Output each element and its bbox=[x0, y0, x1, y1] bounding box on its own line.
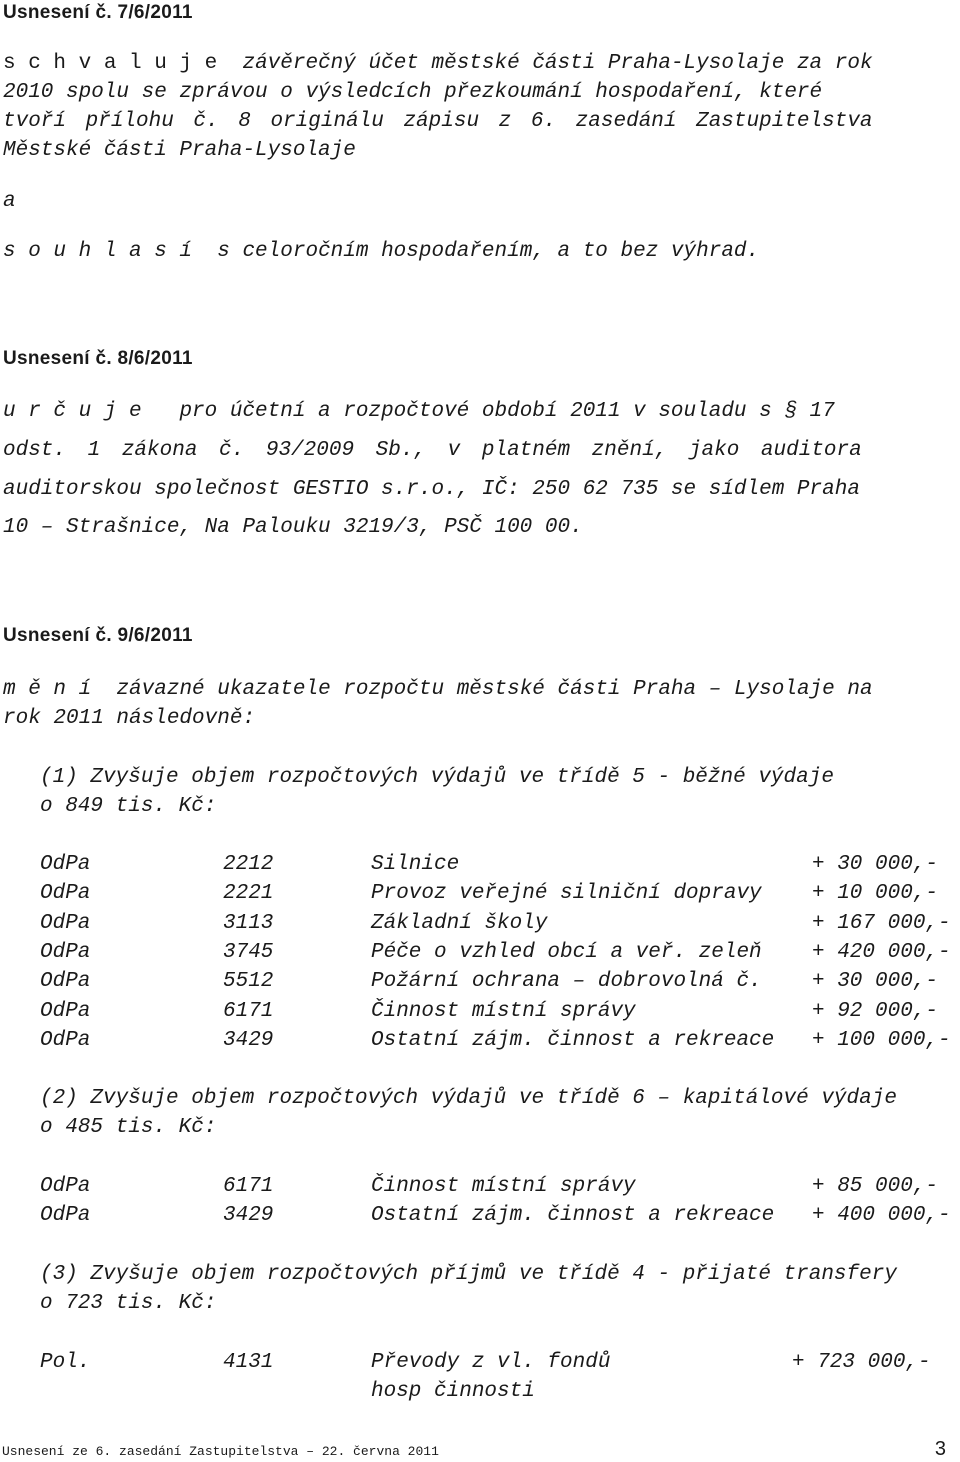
r9-p3-table-row-cont bbox=[40, 1380, 958, 1406]
row-code: 4131 bbox=[223, 1351, 274, 1374]
table-row bbox=[40, 882, 958, 908]
r7-line-2-text: 2010 spolu se zprávou o výsledcích přezkoumání hospodaření, které bbox=[3, 81, 823, 104]
r8-line-1-rest: pro účetní a rozpočtové období 2011 v souladu s § 17 bbox=[179, 400, 835, 423]
r8-line-2-text: odst. 1 zákona č. 93/2009 Sb., v platném znění, jako auditora bbox=[3, 439, 862, 462]
r9-p3-line-1 bbox=[40, 1263, 957, 1286]
r9-verb-change: m ě n í bbox=[3, 678, 92, 701]
r8-line-2 bbox=[3, 439, 957, 462]
r9-p3-line-1-text: (3) Zvyšuje objem rozpočtových příjmů ve třídě 4 - přijaté transfery bbox=[40, 1263, 897, 1286]
r9-line-1-rest: závazné ukazatele rozpočtu městské části Praha – Lysolaje na bbox=[116, 678, 873, 701]
r7-line-4 bbox=[3, 139, 957, 162]
r7-line-3-text: tvoří přílohu č. 8 originálu zápisu z 6. zasedání Zastupitelstva bbox=[3, 110, 873, 133]
r9-line-2 bbox=[3, 707, 957, 730]
row-type: OdPa bbox=[40, 999, 91, 1023]
r7-line-5-rest: s celoročním hospodařením, a to bez výhrad. bbox=[217, 240, 760, 263]
row-amount: + 92 000,- bbox=[812, 999, 939, 1023]
row-desc: Činnost místní správy bbox=[371, 999, 636, 1023]
row-desc: Ostatní zájm. činnost a rekreace bbox=[371, 1028, 775, 1052]
table-row bbox=[40, 1000, 958, 1026]
table-row bbox=[40, 1204, 958, 1230]
row-amount: + 400 000,- bbox=[812, 1204, 951, 1228]
resolution-7-heading: Usnesení č. 7/6/2011 bbox=[3, 2, 193, 23]
row-code: 2221 bbox=[223, 882, 274, 906]
row-code: 3113 bbox=[223, 911, 274, 935]
row-type: OdPa bbox=[40, 1028, 91, 1052]
row-amount: + 723 000,- bbox=[792, 1351, 931, 1374]
row-code: 3745 bbox=[223, 940, 274, 964]
row-type: OdPa bbox=[40, 1204, 91, 1228]
r7-conjunction bbox=[3, 190, 957, 213]
table-row bbox=[40, 1029, 958, 1055]
table-row bbox=[40, 941, 958, 967]
table-row bbox=[40, 853, 958, 879]
row-type: OdPa bbox=[40, 882, 91, 906]
r7-line-4-text: Městské části Praha-Lysolaje bbox=[3, 139, 356, 162]
r9-p3-table-row bbox=[40, 1351, 958, 1377]
r8-line-1 bbox=[3, 400, 957, 423]
page-footer: Usnesení ze 6. zasedání Zastupitelstva – 22. června 2011 bbox=[2, 1444, 439, 1459]
r8-line-3-text: auditorskou společnost GESTIO s.r.o., IČ: 250 62 735 se sídlem Praha bbox=[3, 478, 860, 501]
row-amount: + 30 000,- bbox=[812, 853, 939, 876]
table-row bbox=[40, 912, 958, 938]
r8-line-3 bbox=[3, 478, 957, 501]
row-code: 6171 bbox=[223, 1175, 274, 1198]
row-type: OdPa bbox=[40, 970, 91, 994]
r9-p2-line-1 bbox=[40, 1087, 957, 1110]
table-row bbox=[40, 970, 958, 996]
r9-line-1 bbox=[3, 678, 957, 701]
row-code: 6171 bbox=[223, 999, 274, 1023]
r7-verb-agree: s o u h l a s í bbox=[3, 240, 193, 263]
r9-p2-line-1-text: (2) Zvyšuje objem rozpočtových výdajů ve třídě 6 – kapitálové výdaje bbox=[40, 1087, 897, 1110]
row-code: 3429 bbox=[223, 1028, 274, 1052]
r9-p1-line-1-text: (1) Zvyšuje objem rozpočtových výdajů ve třídě 5 - běžné výdaje bbox=[40, 766, 834, 789]
row-desc: Ostatní zájm. činnost a rekreace bbox=[371, 1204, 775, 1228]
r8-line-4 bbox=[3, 516, 957, 539]
r7-line-3 bbox=[3, 110, 957, 133]
r7-line-1-rest: závěrečný účet městské části Praha-Lysolaje za rok bbox=[242, 52, 873, 75]
row-desc: Činnost místní správy bbox=[371, 1175, 636, 1198]
r9-p2-line-2 bbox=[40, 1116, 957, 1139]
row-code: 3429 bbox=[223, 1204, 274, 1228]
row-desc: Převody z vl. fondů bbox=[371, 1351, 611, 1374]
row-desc: Silnice bbox=[371, 853, 460, 876]
row-desc: Požární ochrana – dobrovolná č. bbox=[371, 970, 762, 994]
page-number: 3 bbox=[934, 1438, 946, 1460]
r7-verb-approve: s c h v a l u j e bbox=[3, 52, 218, 75]
row-desc-cont: hosp činnosti bbox=[371, 1380, 535, 1403]
row-type: OdPa bbox=[40, 853, 91, 876]
row-code: 2212 bbox=[223, 853, 274, 876]
r9-p3-line-2-text: o 723 tis. Kč: bbox=[40, 1292, 217, 1315]
r7-conjunction-text: a bbox=[3, 190, 16, 213]
row-type: OdPa bbox=[40, 1175, 91, 1198]
row-amount: + 100 000,- bbox=[812, 1028, 951, 1052]
resolution-8-heading: Usnesení č. 8/6/2011 bbox=[3, 348, 193, 369]
r9-p1-line-1 bbox=[40, 766, 957, 789]
r9-p3-line-2 bbox=[40, 1292, 957, 1315]
r7-line-1 bbox=[3, 52, 957, 75]
r9-p1-line-2 bbox=[40, 795, 957, 818]
row-desc: Základní školy bbox=[371, 911, 548, 935]
r9-p1-line-2-text: o 849 tis. Kč: bbox=[40, 795, 217, 818]
row-type: Pol. bbox=[40, 1351, 91, 1374]
r8-line-4-text: 10 – Strašnice, Na Palouku 3219/3, PSČ 100 00. bbox=[3, 516, 583, 539]
row-desc: Péče o vzhled obcí a veř. zeleň bbox=[371, 940, 762, 964]
row-amount: + 85 000,- bbox=[812, 1175, 939, 1198]
r9-p2-line-2-text: o 485 tis. Kč: bbox=[40, 1116, 217, 1139]
r9-line-2-text: rok 2011 následovně: bbox=[3, 707, 256, 730]
row-amount: + 167 000,- bbox=[812, 911, 951, 935]
r8-verb-determine: u r č u j e bbox=[3, 400, 142, 423]
row-code: 5512 bbox=[223, 970, 274, 994]
row-desc: Provoz veřejné silniční dopravy bbox=[371, 882, 762, 906]
row-amount: + 30 000,- bbox=[812, 970, 939, 994]
r7-line-2 bbox=[3, 81, 957, 104]
r7-line-5 bbox=[3, 240, 957, 263]
row-amount: + 420 000,- bbox=[812, 940, 951, 964]
resolution-9-heading: Usnesení č. 9/6/2011 bbox=[3, 625, 193, 646]
table-row bbox=[40, 1175, 958, 1201]
row-amount: + 10 000,- bbox=[812, 882, 939, 906]
row-type: OdPa bbox=[40, 940, 91, 964]
row-type: OdPa bbox=[40, 911, 91, 935]
